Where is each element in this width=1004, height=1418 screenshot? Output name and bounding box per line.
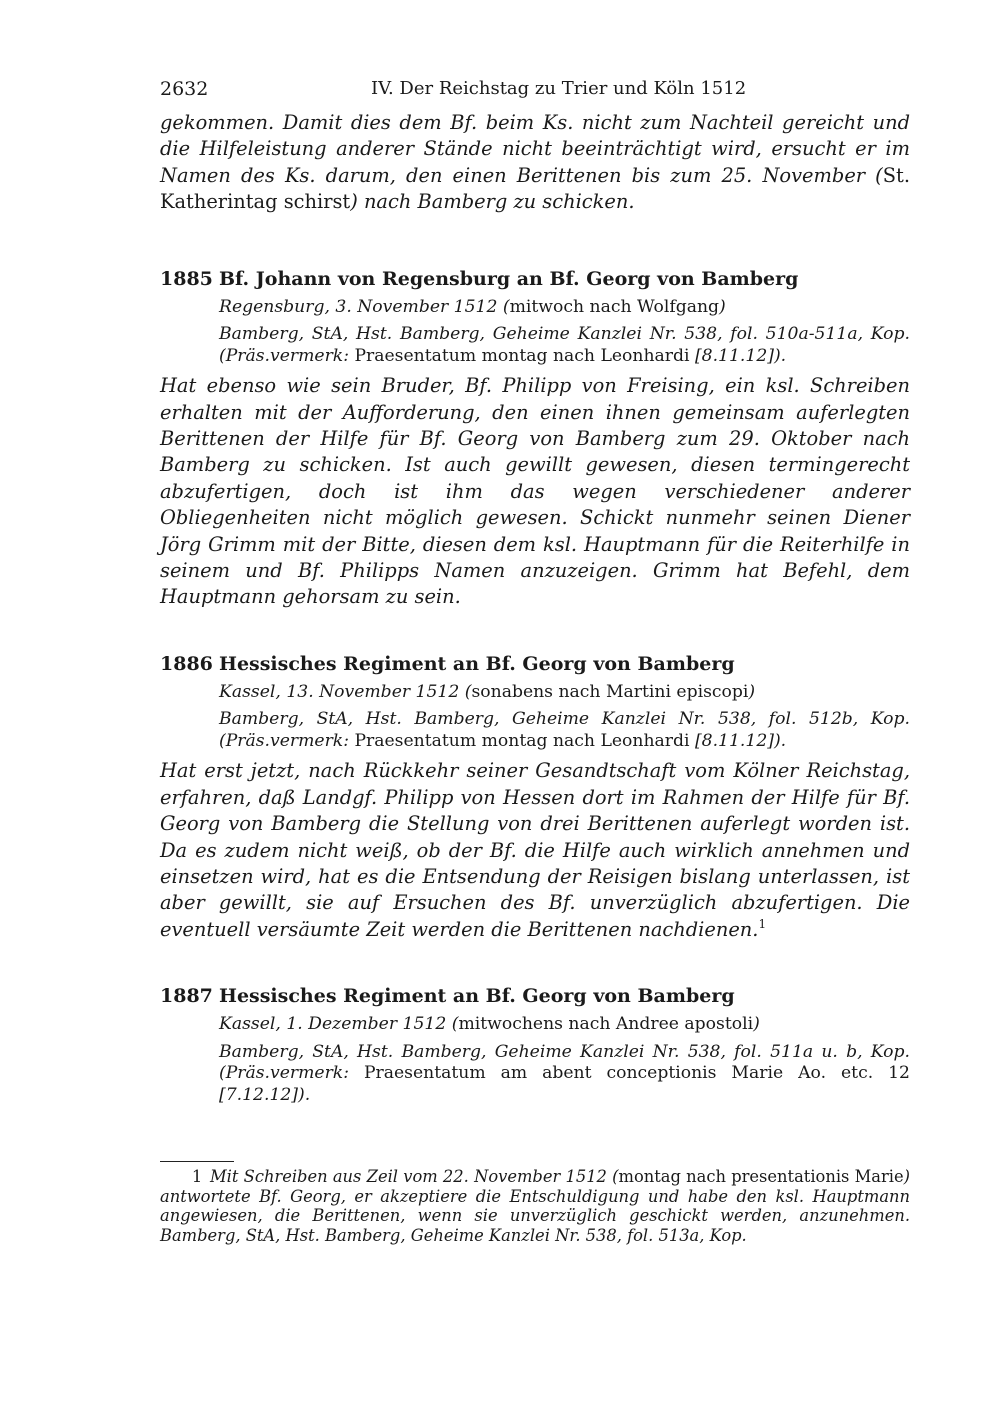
- footnote-divider: [160, 1161, 234, 1162]
- footnote-number: 1: [191, 1167, 203, 1186]
- document-entry: [160, 266, 910, 611]
- entry-number: 1886: [160, 652, 213, 675]
- document-entry: [160, 983, 910, 1106]
- entry-meta: [219, 682, 910, 753]
- entry-heading: [160, 266, 910, 292]
- footnote: 1 Mit Schreiben aus Zeil vom 22. November 1512 (montag nach presentationis Marie) antwortete Bf. Georg, er akzeptiere die Entschuldigung und habe den ksl. Hauptmann angewiesen, die Berittenen, wenn sie unverzüglich geschickt werden, anzunehmen. Bamberg, StA, Hst. Bamberg, Geheime Kanzlei Nr. 538, fol. 513a, Kop.: [160, 1167, 910, 1245]
- entry-title: Hessisches Regiment an Bf. Georg von Bamberg: [219, 985, 735, 1008]
- entry-date: Regensburg, 3. November 1512 (mitwoch nach Wolfgang): [219, 296, 726, 317]
- intro-paragraph: gekommen. Damit dies dem Bf. beim Ks. nicht zum Nachteil gereicht und die Hilfeleistung anderer Stände nicht beeinträchtigt wird, ersucht er im Namen des Ks. darum, den einen Berittenen bis zum 25. November (St. Katherintag schirst) nach Bamberg zu schicken.: [160, 111, 910, 214]
- page-number: 2632: [160, 78, 209, 100]
- entry-meta: [219, 297, 910, 368]
- entry-number: 1885: [160, 267, 213, 290]
- entry-summary: Hat erst jetzt, nach Rückkehr seiner Gesandtschaft vom Kölner Reichstag, erfahren, daß Landgf. Philipp von Hessen dort im Rahmen der Hilfe für Bf. Georg von Bamberg die Stellung von drei Berittenen auferlegt worden ist. Da es zudem nicht weiß, ob der Bf. die Hilfe auch wirklich annehmen und einsetzen wird, hat es die Entsendung der Reisigen bislang unterlassen, ist aber gewillt, sie auf Ersuchen des Bf. unverzüglich abzufertigen. Die eventuell versäumte Zeit werden die Berittenen nachdienen.$^1$: [160, 759, 910, 941]
- footnote-reference[interactable]: 1: [758, 916, 767, 931]
- entry-date: Kassel, 1. Dezember 1512 (mitwochens nach Andree apostoli): [219, 1014, 760, 1035]
- entry-title: Bf. Johann von Regensburg an Bf. Georg von Bamberg: [219, 267, 799, 290]
- document-entry: [160, 651, 910, 943]
- entry-source: Bamberg, StA, Hst. Bamberg, Geheime Kanzlei Nr. 538, fol. 511a u. b, Kop. (Präs.vermerk: Praesentatum am abent conceptionis Marie Ao. etc. 12 [7.12.12]).: [219, 1041, 910, 1105]
- entry-number: 1887: [160, 985, 213, 1008]
- entry-title: Hessisches Regiment an Bf. Georg von Bamberg: [219, 652, 735, 675]
- running-title: IV. Der Reichstag zu Trier und Köln 1512: [371, 78, 747, 99]
- entry-summary: Hat ebenso wie sein Bruder, Bf. Philipp von Freising, ein ksl. Schreiben erhalten mit der Aufforderung, den einen ihnen gemeinsam auferlegten Berittenen der Hilfe für Bf. Georg von Bamberg zum 29. Oktober nach Bamberg zu schicken. Ist auch gewillt gewesen, diesen termingerecht abzufertigen, doch ist ihm das wegen verschiedener anderer Obliegenheiten nicht möglich gewesen. Schickt nunmehr seinen Diener Jörg Grimm mit der Bitte, diesen dem ksl. Hauptmann für die Reiterhilfe in seinem und Bf. Philipps Namen anzuzeigen. Grimm hat Befehl, dem Hauptmann gehorsam zu sein.: [160, 374, 910, 609]
- entry-date: Kassel, 13. November 1512 (sonabens nach Martini episcopi): [219, 681, 756, 702]
- entry-source: Bamberg, StA, Hst. Bamberg, Geheime Kanzlei Nr. 538, fol. 510a-511a, Kop. (Präs.vermerk: Praesentatum montag nach Leonhardi [8.11.12]).: [219, 324, 910, 366]
- page-body: [160, 78, 910, 1112]
- running-head: [160, 78, 910, 110]
- entry-source: Bamberg, StA, Hst. Bamberg, Geheime Kanzlei Nr. 538, fol. 512b, Kop. (Präs.vermerk: Praesentatum montag nach Leonhardi [8.11.12]).: [219, 709, 910, 751]
- entry-meta: [219, 1014, 910, 1106]
- entry-heading: [160, 983, 910, 1009]
- entry-heading: [160, 651, 910, 677]
